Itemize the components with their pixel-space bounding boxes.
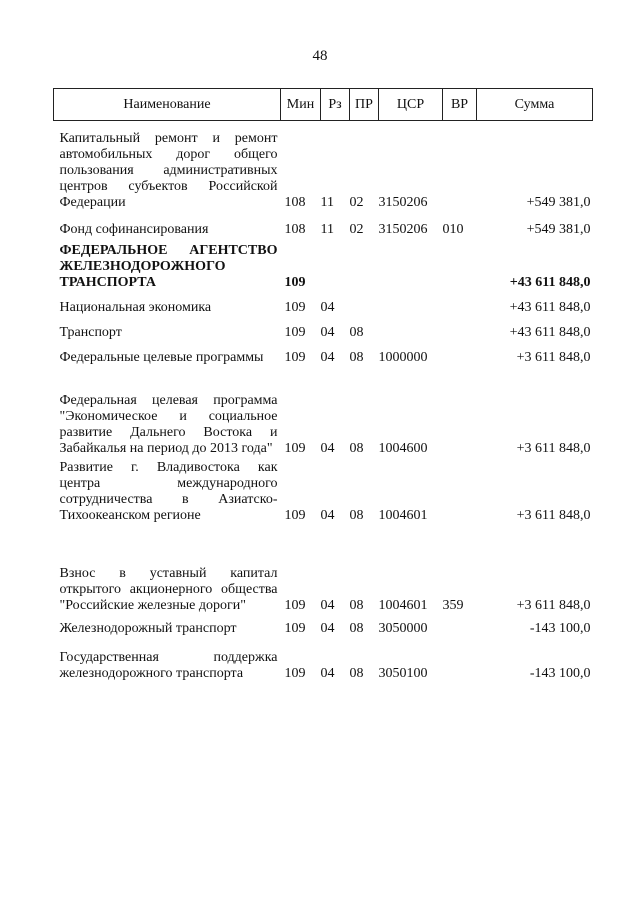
table-row xyxy=(54,211,593,238)
row-min: 109 xyxy=(284,665,306,681)
row-vr xyxy=(443,341,477,366)
row-rz: 04 xyxy=(320,299,335,315)
page-number: 48 xyxy=(312,48,328,64)
row-min: 109 xyxy=(284,274,306,290)
row-pr: 08 xyxy=(349,597,364,613)
table-row xyxy=(54,291,593,316)
row-name: Фонд софинансирования xyxy=(59,221,209,237)
row-min: 108 xyxy=(284,221,306,237)
row-sum: +3 611 848,0 xyxy=(516,597,591,613)
row-rz xyxy=(321,238,350,291)
header-rz: Рз xyxy=(321,89,350,121)
row-sum: +549 381,0 xyxy=(526,221,591,237)
row-vr xyxy=(443,291,477,316)
row-csr xyxy=(379,291,443,316)
row-rz: 04 xyxy=(320,665,335,681)
row-pr: 08 xyxy=(349,440,364,456)
row-name: Железнодорожный транспорт xyxy=(59,620,237,636)
row-pr: 08 xyxy=(349,620,364,636)
row-rz: 04 xyxy=(320,597,335,613)
row-vr xyxy=(443,121,477,211)
row-min: 109 xyxy=(284,620,306,636)
row-csr xyxy=(379,238,443,291)
row-name: Транспорт xyxy=(59,324,122,340)
table-row xyxy=(54,614,593,637)
row-name: Капитальный ремонт и ремонт автомобильных дорог общего пользования административных центров субъектов Российской Федерации xyxy=(59,130,278,210)
row-name: ФЕДЕРАЛЬНОЕ АГЕНТСТВО ЖЕЛЕЗНОДОРОЖНОГО ТРАНСПОРТА xyxy=(59,242,278,290)
table-row xyxy=(54,457,593,524)
row-min: 109 xyxy=(284,299,306,315)
row-csr: 3050100 xyxy=(378,665,428,681)
row-vr xyxy=(443,238,477,291)
row-vr xyxy=(443,366,477,457)
row-pr: 08 xyxy=(349,324,364,340)
row-csr: 1000000 xyxy=(378,349,428,365)
row-min: 109 xyxy=(284,349,306,365)
row-rz: 04 xyxy=(320,349,335,365)
row-rz: 04 xyxy=(320,507,335,523)
row-rz: 04 xyxy=(320,324,335,340)
row-name: Развитие г. Владивостока как центра международного сотрудничества в Азиатско-Тихоокеанском регионе xyxy=(59,459,278,523)
row-vr xyxy=(443,316,477,341)
header-min: Мин xyxy=(281,89,321,121)
row-pr: 08 xyxy=(349,665,364,681)
header-pr: ПР xyxy=(350,89,379,121)
table-row xyxy=(54,524,593,614)
row-rz: 04 xyxy=(320,620,335,636)
row-csr xyxy=(379,316,443,341)
row-name: Федеральная целевая программа "Экономическое и социальное развитие Дальнего Востока и Забайкалья на период до 2013 года" xyxy=(59,392,278,456)
row-sum: +3 611 848,0 xyxy=(516,349,591,365)
row-rz: 11 xyxy=(320,194,334,210)
row-min: 109 xyxy=(284,507,306,523)
row-pr: 02 xyxy=(349,221,364,237)
row-name: Национальная экономика xyxy=(59,299,212,315)
header-vr: ВР xyxy=(443,89,477,121)
row-vr xyxy=(443,614,477,637)
row-sum: -143 100,0 xyxy=(529,620,591,636)
row-name: Взнос в уставный капитал открытого акционерного общества "Российские железные дороги" xyxy=(59,565,278,613)
row-csr: 1004600 xyxy=(378,440,428,456)
row-sum: -143 100,0 xyxy=(529,665,591,681)
row-csr: 3150206 xyxy=(378,194,428,210)
row-pr: 08 xyxy=(349,349,364,365)
row-rz: 11 xyxy=(320,221,334,237)
row-pr xyxy=(350,238,379,291)
row-rz: 04 xyxy=(320,440,335,456)
row-csr: 3050000 xyxy=(378,620,428,636)
row-pr: 08 xyxy=(349,507,364,523)
row-vr: 359 xyxy=(442,597,464,613)
row-pr: 02 xyxy=(349,194,364,210)
table-row xyxy=(54,341,593,366)
row-csr: 1004601 xyxy=(378,597,428,613)
row-vr: 010 xyxy=(442,221,464,237)
header-name: Наименование xyxy=(54,89,281,121)
table-row xyxy=(54,637,593,682)
table-row xyxy=(54,366,593,457)
row-sum: +43 611 848,0 xyxy=(509,274,591,290)
row-min: 108 xyxy=(284,194,306,210)
row-min: 109 xyxy=(284,324,306,340)
row-name: Федеральные целевые программы xyxy=(59,349,264,365)
row-name: Государственная поддержка железнодорожного транспорта xyxy=(59,649,278,681)
row-vr xyxy=(443,637,477,682)
row-min: 109 xyxy=(284,440,306,456)
row-sum: +3 611 848,0 xyxy=(516,507,591,523)
table-row xyxy=(54,121,593,211)
row-sum: +43 611 848,0 xyxy=(509,324,591,340)
table-row xyxy=(54,316,593,341)
budget-table xyxy=(53,88,593,682)
row-sum: +3 611 848,0 xyxy=(516,440,591,456)
row-vr xyxy=(443,457,477,524)
row-csr: 3150206 xyxy=(378,221,428,237)
header-csr: ЦСР xyxy=(379,89,443,121)
row-min: 109 xyxy=(284,597,306,613)
row-csr: 1004601 xyxy=(378,507,428,523)
row-sum: +549 381,0 xyxy=(526,194,591,210)
row-pr xyxy=(350,291,379,316)
row-sum: +43 611 848,0 xyxy=(509,299,591,315)
table-header xyxy=(54,89,593,121)
table-row xyxy=(54,238,593,291)
header-sum: Сумма xyxy=(477,89,593,121)
